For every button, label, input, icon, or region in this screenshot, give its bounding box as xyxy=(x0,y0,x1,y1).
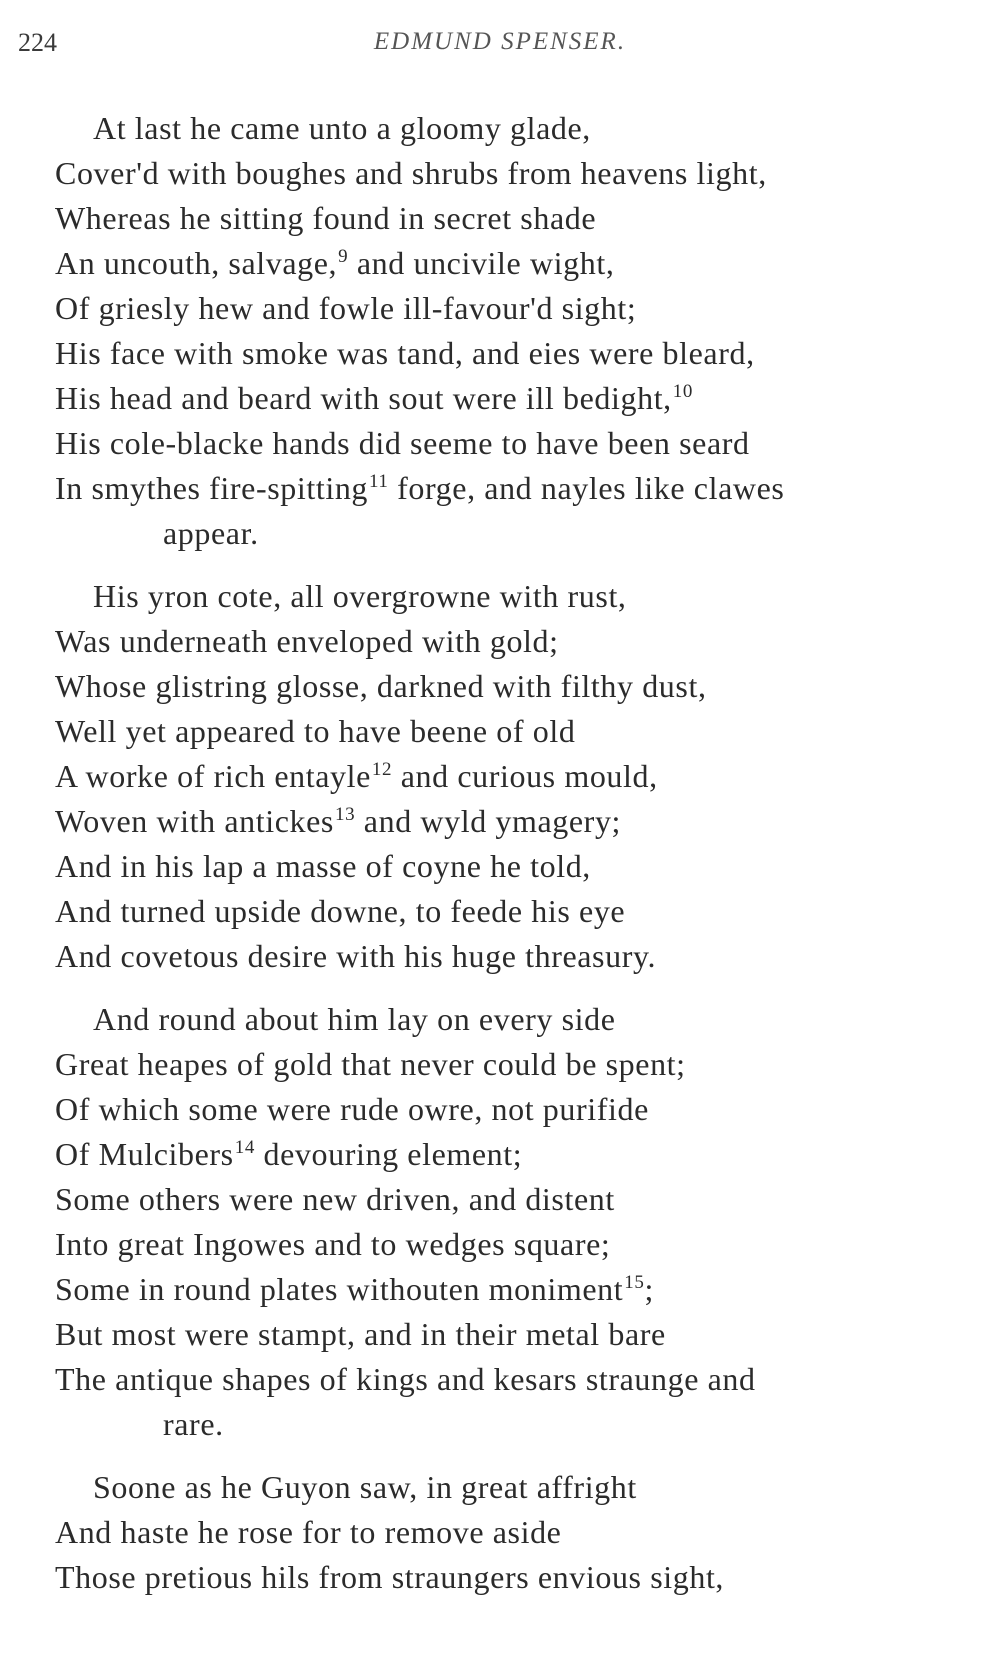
verse-line: His cole-blacke hands did seeme to have been seard xyxy=(55,425,750,461)
stanza xyxy=(55,106,985,556)
verse-line: Into great Ingowes and to wedges square; xyxy=(55,1226,611,1262)
footnote-marker: 9 xyxy=(338,246,349,268)
verse-line: And haste he rose for to remove aside xyxy=(55,1514,562,1550)
verse-line: At last he came unto a gloomy glade, xyxy=(93,110,591,146)
verse-line: Whose glistring glosse, darkned with filthy dust, xyxy=(55,668,707,704)
stanza xyxy=(55,574,985,979)
verse-line-turnover: appear. xyxy=(163,515,259,551)
verse-line: Some in round plates withouten moniment$^{15}$; xyxy=(55,1271,654,1307)
verse-line: And in his lap a masse of coyne he told, xyxy=(55,848,591,884)
verse-line: His head and beard with sout were ill bedight,$^{10}$ xyxy=(55,380,693,416)
verse-line: An uncouth, salvage,$^9$ and uncivile wight, xyxy=(55,245,615,281)
verse-line: But most were stampt, and in their metal bare xyxy=(55,1316,666,1352)
verse-line: And turned upside downe, to feede his eye xyxy=(55,893,626,929)
verse-line: The antique shapes of kings and kesars straunge and xyxy=(55,1361,756,1397)
verse-line: Those pretious hils from straungers envious sight, xyxy=(55,1559,725,1595)
verse-line-turnover: rare. xyxy=(163,1406,224,1442)
footnote-marker: 15 xyxy=(624,1272,645,1294)
stanza xyxy=(55,1465,985,1600)
stanza xyxy=(55,997,985,1447)
footnote-marker: 13 xyxy=(334,804,356,826)
verse-line: Of which some were rude owre, not purifide xyxy=(55,1091,649,1127)
verse-line: Cover'd with boughes and shrubs from heavens light, xyxy=(55,155,767,191)
verse-line: Soone as he Guyon saw, in great affright xyxy=(93,1469,637,1505)
running-head xyxy=(0,28,1000,64)
verse-line: In smythes fire-spitting$^{11}$ forge, and nayles like clawes xyxy=(55,470,785,506)
poem-text xyxy=(55,106,985,1618)
verse-line: And round about him lay on every side xyxy=(93,1001,616,1037)
verse-line: Well yet appeared to have beene of old xyxy=(55,713,576,749)
verse-line: A worke of rich entayle$^{12}$ and curious mould, xyxy=(55,758,658,794)
footnote-marker: 14 xyxy=(234,1137,255,1159)
verse-line: His face with smoke was tand, and eies were bleard, xyxy=(55,335,755,371)
verse-line: And covetous desire with his huge threasury. xyxy=(55,938,657,974)
verse-line: Of griesly hew and fowle ill-favour'd sight; xyxy=(55,290,637,326)
footnote-marker: 11 xyxy=(369,471,389,493)
verse-line: Of Mulcibers$^{14}$ devouring element; xyxy=(55,1136,523,1172)
page-number: 224 xyxy=(18,28,57,57)
verse-line: Whereas he sitting found in secret shade xyxy=(55,200,597,236)
verse-line: Was underneath enveloped with gold; xyxy=(55,623,559,659)
verse-line: His yron cote, all overgrowne with rust, xyxy=(93,578,627,614)
verse-line: Woven with antickes$^{13}$ and wyld ymagery; xyxy=(55,803,622,839)
verse-line: Some others were new driven, and distent xyxy=(55,1181,615,1217)
verse-line: Great heapes of gold that never could be spent; xyxy=(55,1046,686,1082)
running-title: EDMUND SPENSER. xyxy=(373,28,627,55)
footnote-marker: 10 xyxy=(672,381,693,403)
footnote-marker: 12 xyxy=(371,759,393,781)
